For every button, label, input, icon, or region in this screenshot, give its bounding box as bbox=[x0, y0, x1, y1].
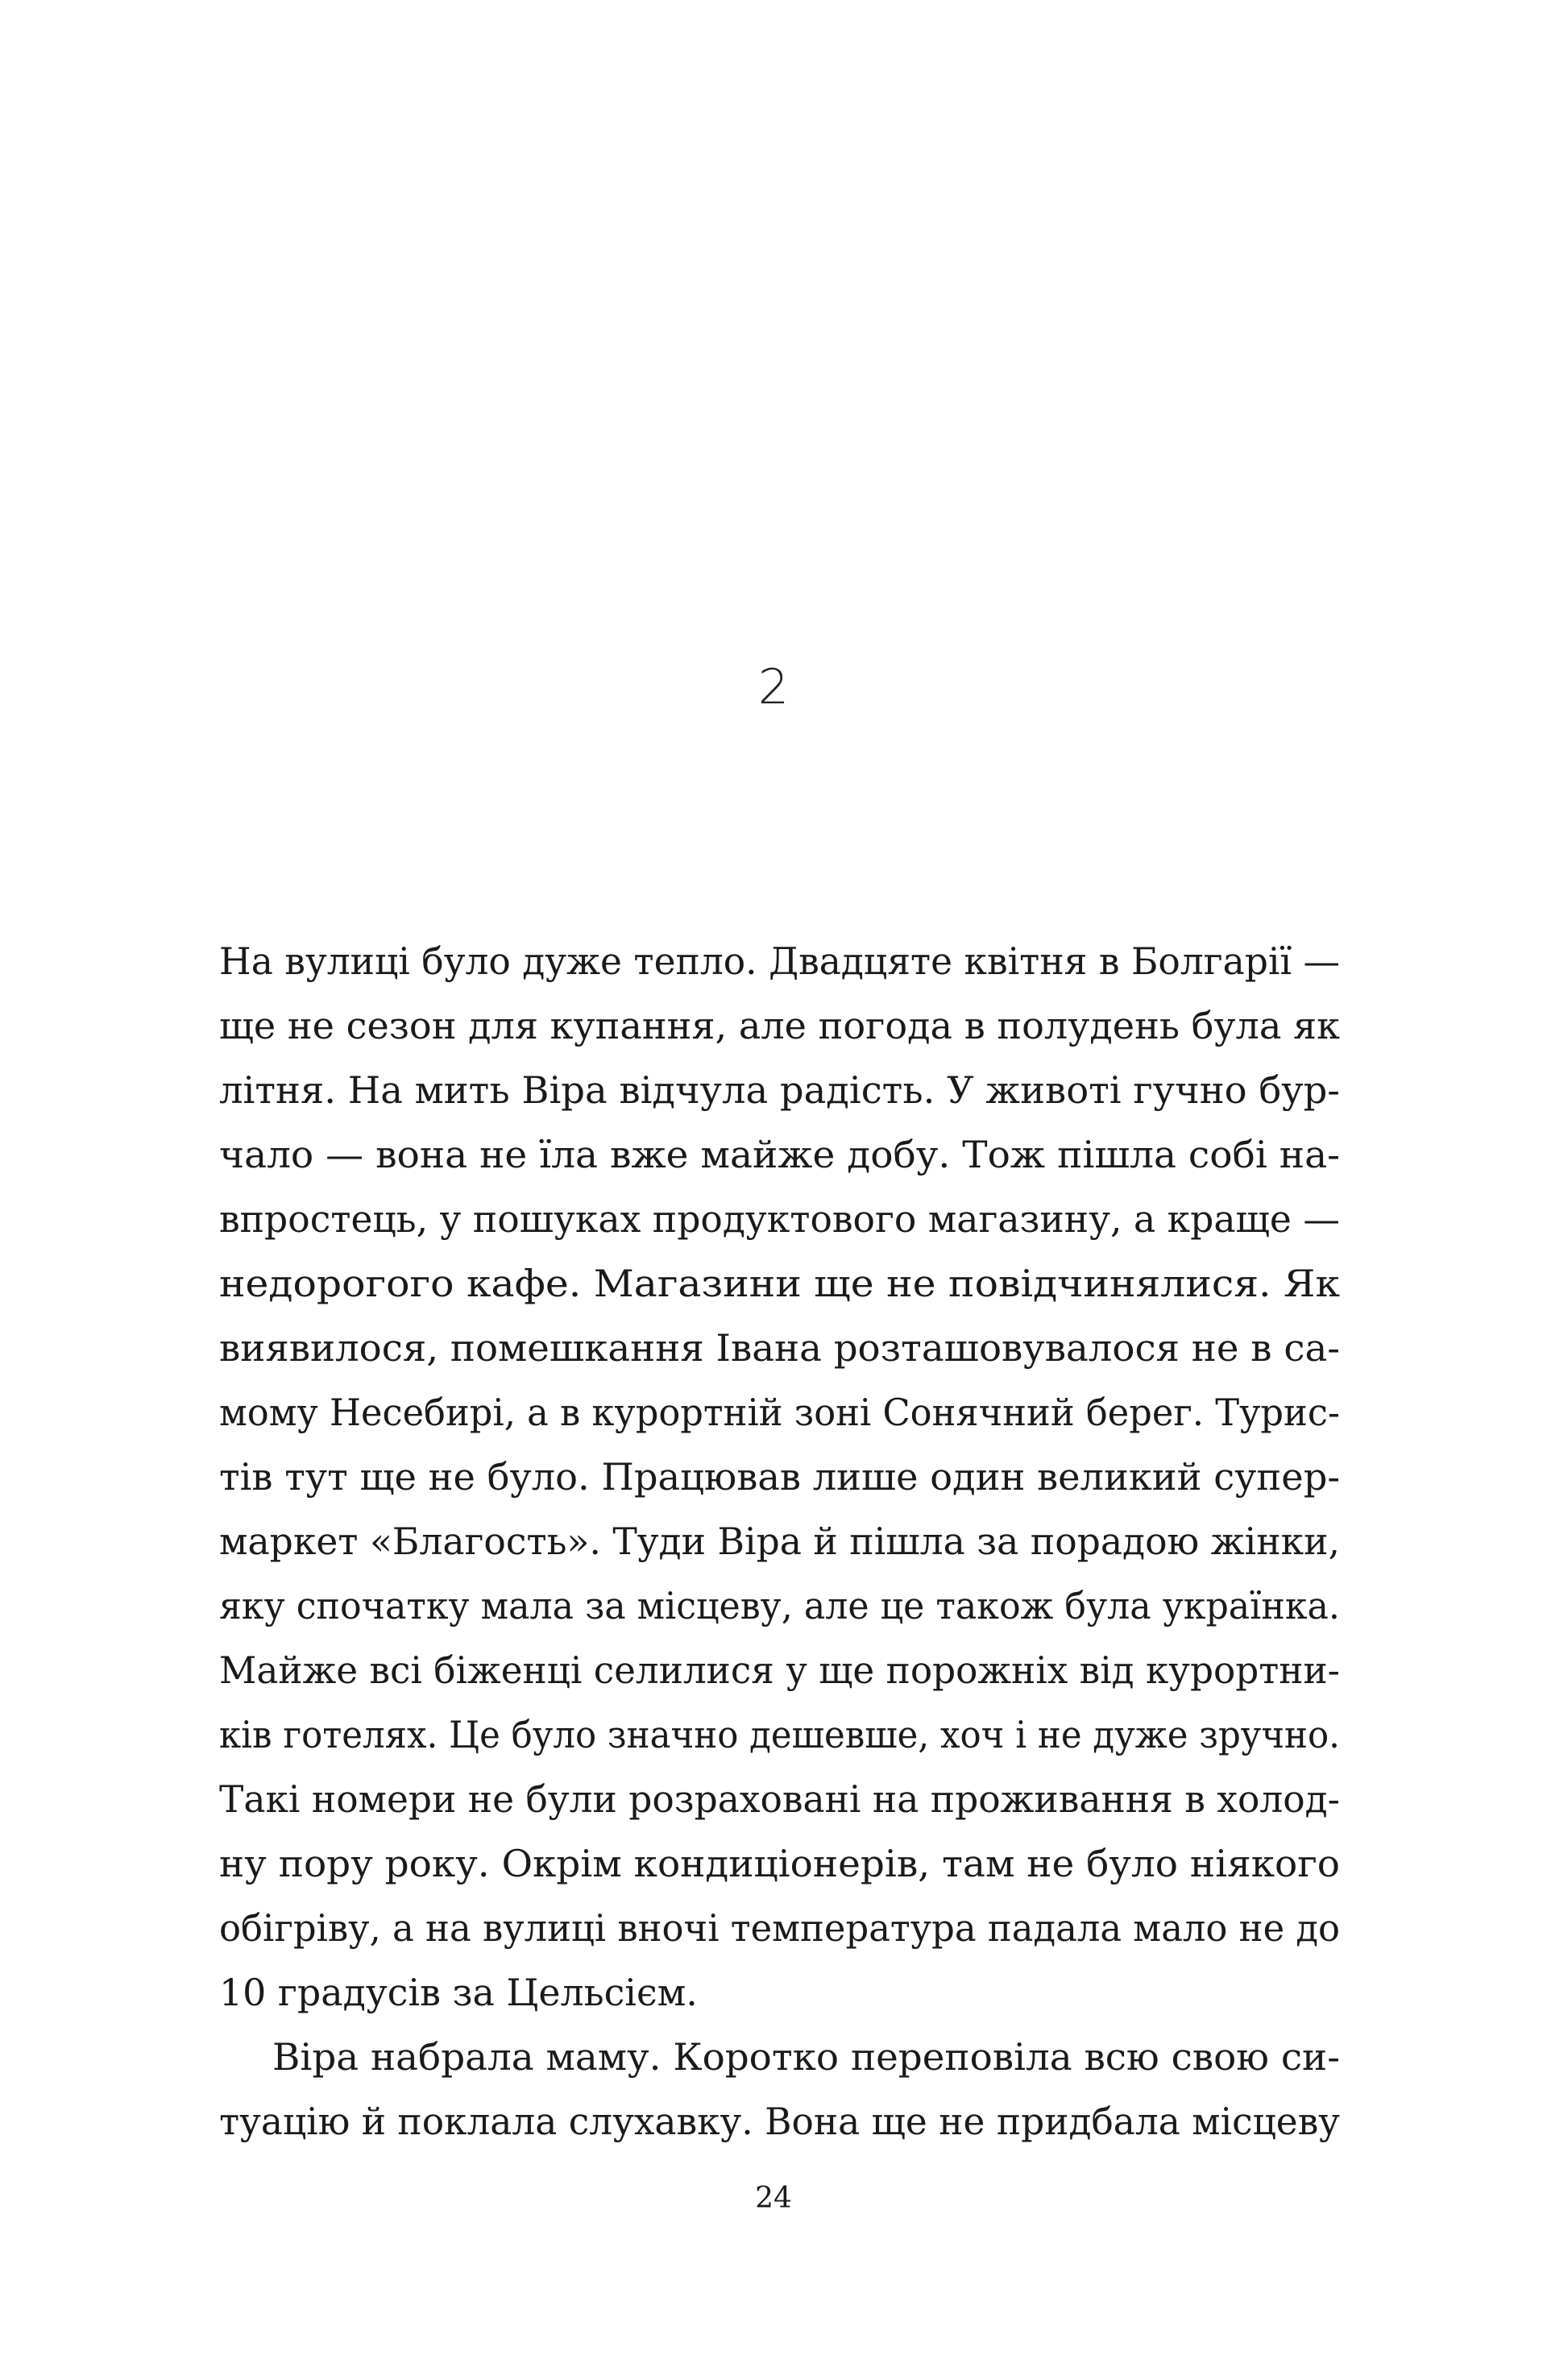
text-line: 10 градусів за Цельсієм. bbox=[219, 1971, 698, 2014]
text-line: тів тут ще не було. Працював лише один великий супер- bbox=[219, 1455, 1340, 1499]
text-line: виявилося, помешкання Івана розташовувалося не в са- bbox=[219, 1326, 1340, 1370]
page-number: 24 bbox=[755, 2182, 792, 2215]
text-line: туацію й поклала слухавку. Вона ще не придбала місцеву bbox=[219, 2100, 1340, 2143]
text-line: ків готелях. Це було значно дешевше, хоч і не дуже зручно. bbox=[219, 1713, 1340, 1756]
text-line: мому Несебирі, а в курортній зоні Сонячний берег. Турис- bbox=[219, 1391, 1340, 1434]
text-line: чало — вона не їла вже майже добу. Тож пішла собі на- bbox=[219, 1133, 1341, 1176]
text-line: яку спочатку мала за місцеву, але це також була українка. bbox=[219, 1584, 1340, 1627]
text-line: недорогого кафе. Магазини ще не повідчинялися. Як bbox=[219, 1262, 1340, 1305]
text-line: ну пору року. Окрім кондиціонерів, там не було ніякого bbox=[219, 1842, 1340, 1885]
text-line: На вулиці було дуже тепло. Двадцяте квітня в Болгарії — bbox=[219, 939, 1340, 983]
text-line: обігріву, а на вулиці вночі температура падала мало не до bbox=[219, 1906, 1340, 1950]
text-line: Віра набрала маму. Коротко переповіла всю свою си- bbox=[272, 2035, 1340, 2079]
text-line: Майже всі біженці селилися у ще порожніх від курортни- bbox=[219, 1648, 1340, 1692]
text-line: літня. На мить Віра відчула радість. У животі гучно бур- bbox=[219, 1068, 1340, 1112]
chapter-number: 2 bbox=[757, 659, 790, 715]
text-line: впростець, у пошуках продуктового магазину, а краще — bbox=[219, 1197, 1340, 1241]
text-line: Такі номери не були розраховані на проживання в холод- bbox=[219, 1777, 1340, 1821]
body-text bbox=[219, 937, 1340, 2162]
text-line: ще не сезон для купання, але погода в полудень була як bbox=[219, 1004, 1340, 1047]
text-line: маркет «Благость». Туди Віра й пішла за порадою жінки, bbox=[219, 1520, 1340, 1563]
